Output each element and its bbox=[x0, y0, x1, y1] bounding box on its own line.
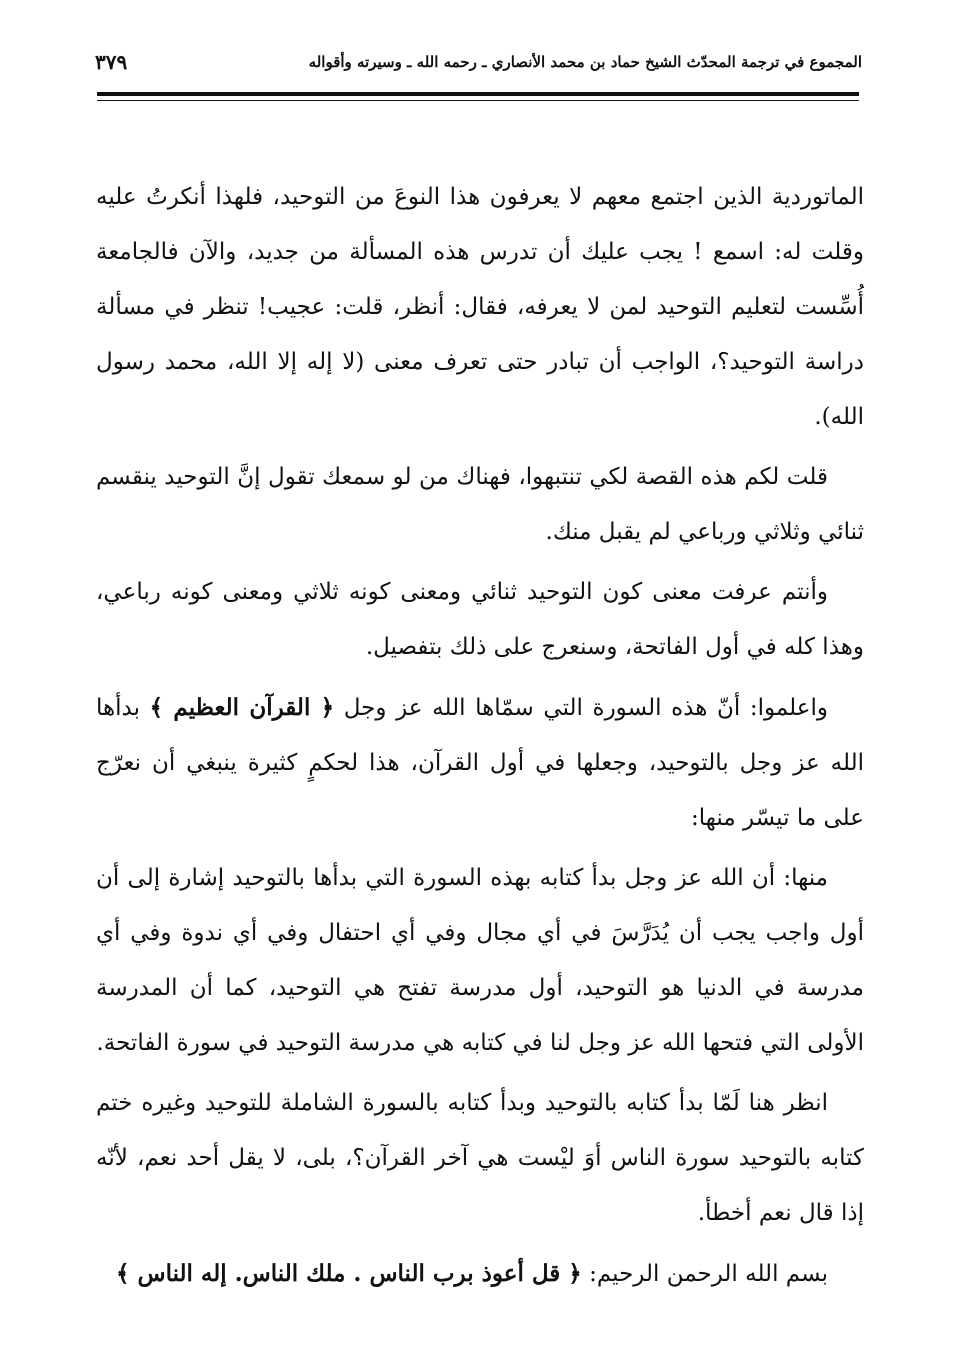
paragraph: انظر هنا لَمّا بدأ كتابه بالتوحيد وبدأ كتابه بالسورة الشاملة للتوحيد وغيره ختم كتابه بالتوحيد سورة الناس أوَ ليْست هي آخر القرآن؟، بلى، لا يقل أحد نعم، لأنّه إذا قال نعم أخطأ. bbox=[96, 1090, 864, 1226]
paragraph bbox=[96, 680, 864, 846]
quran-quote: ﴿ القرآن العظيم ﴾ bbox=[149, 694, 335, 721]
paragraph bbox=[96, 1246, 864, 1302]
paragraph: قلت لكم هذه القصة لكي تنتبهوا، فهناك من لو سمعك تقول إنَّ التوحيد ينقسم ثنائي وثلاثي ورباعي لم يقبل منك. bbox=[96, 464, 864, 545]
paragraph: منها: أن الله عز وجل بدأ كتابه بهذه السورة التي بدأها بالتوحيد إشارة إلى أن أول واجب يجب أن يُدَرَّسَ في أي مجال وفي أي احتفال وفي أي ندوة وفي أي مدرسة في الدنيا هو التوحيد، أول مدرسة تفتح هي التوحيد، كما أن المدرسة الأولى التي فتحها الله عز وجل لنا في كتابه هي مدرسة التوحيد في سورة الفاتحة. bbox=[96, 865, 864, 1056]
quran-quote: ﴿ قل أعوذ برب الناس . ملك الناس. إله الناس ﴾ bbox=[116, 1260, 582, 1287]
paragraph: الماتوردية الذين اجتمع معهم لا يعرفون هذا النوعَ من التوحيد، فلهذا أنكرتُ عليه وقلت له: اسمع ! يجب عليك أن تدرس هذه المسألة من جديد، والآن فالجامعة أُسِّست لتعليم التوحيد لمن لا يعرفه، فقال: أنظر، قلت: عجيب! تنظر في مسألة دراسة التوحيد؟، الواجب أن تبادر حتى تعرف معنى (لا إله إلا الله، محمد رسول الله). bbox=[96, 184, 864, 430]
paragraph-text: واعلموا: أنّ هذه السورة التي سمّاها الله عز وجل bbox=[334, 695, 829, 721]
page-number: ٣٧٩ bbox=[95, 50, 128, 74]
header-rule-thick bbox=[97, 92, 859, 96]
running-header bbox=[95, 42, 862, 82]
paragraph-text: بدأها الله عز وجل بالتوحيد، وجعلها في أول القرآن، هذا لحكمٍ كثيرة ينبغي أن نعرّج على ما تيسّر منها: bbox=[96, 695, 864, 831]
paragraph: وأنتم عرفت معنى كون التوحيد ثنائي ومعنى كونه ثلاثي ومعنى كونه رباعي، وهذا كله في أول الفاتحة، وسنعرج على ذلك بتفصيل. bbox=[96, 579, 864, 660]
header-rule-thin bbox=[97, 100, 859, 101]
book-title: المجموع في ترجمة المحدّث الشيخ حماد بن محمد الأنصاري ـ رحمه الله ـ وسيرته وأقواله bbox=[308, 53, 862, 71]
basmala: بسم الله الرحمن الرحيم: bbox=[581, 1261, 828, 1287]
body-text bbox=[96, 170, 864, 1307]
